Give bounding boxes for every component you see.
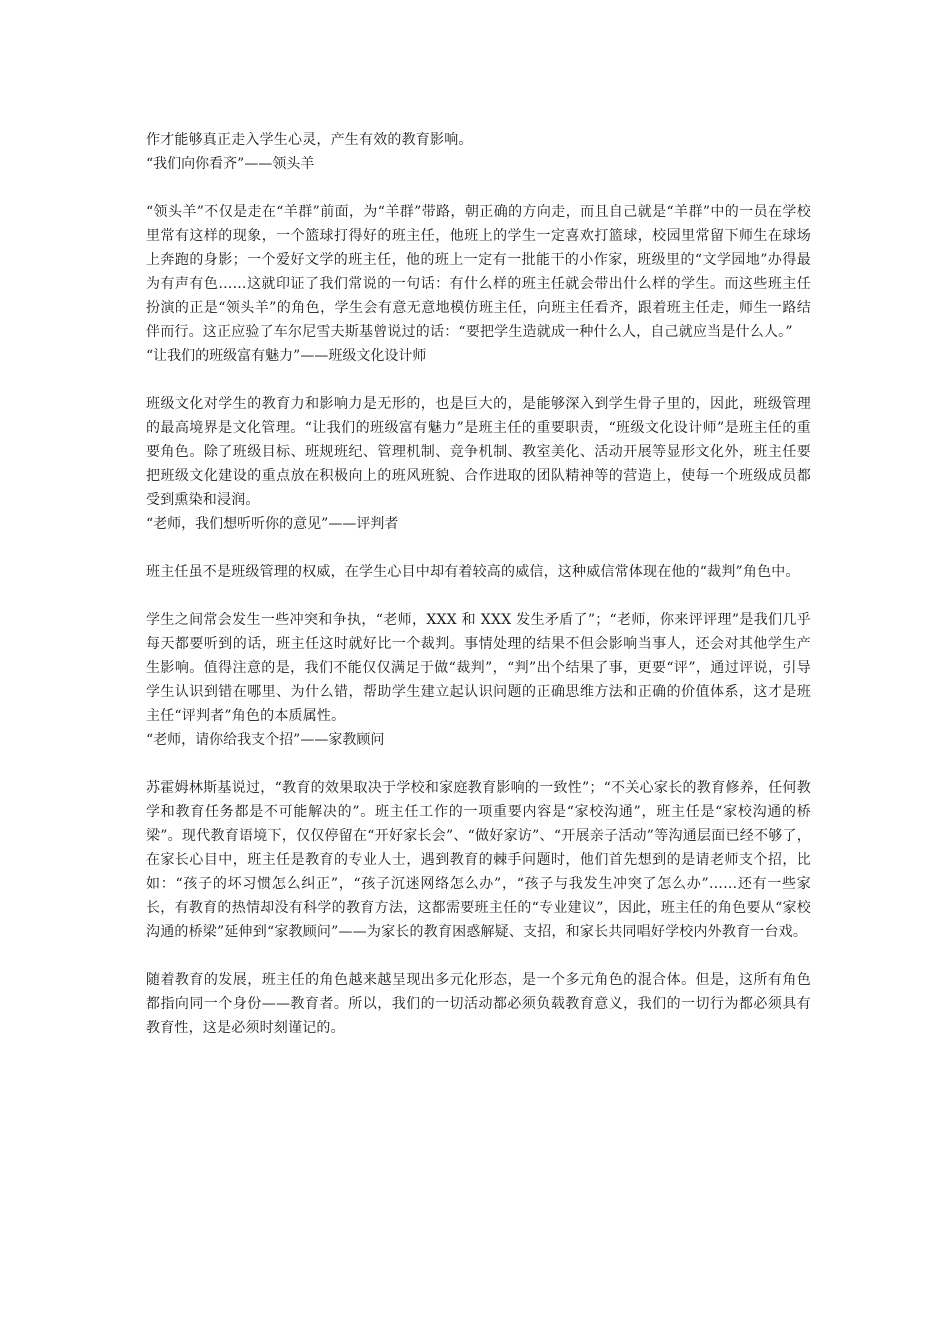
paragraph-conclusion: 随着教育的发展，班主任的角色越来越呈现出多元化形态，是一个多元角色的混合体。但是，这所有角色都指向同一个身份——教育者。所以，我们的一切活动都必须负载教育意义，我们的一切行为都必须具有教育性，这是必须时刻谨记的。 [146,972,811,1036]
paragraph-leader: “领头羊”不仅是走在“羊群”前面，为“羊群”带路，朝正确的方向走，而且自己就是“羊群”中的一员在学校里常有这样的现象，一个篮球打得好的班主任，他班上的学生一定喜欢打篮球，校园里常留下师生在球场上奔跑的身影；一个爱好文学的班主任，他的班上一定有一批能干的小作家，班级里的“文学园地”办得最为有声有色……这就印证了我们常说的一句话：有什么样的班主任就会带出什么样的学生。而这些班主任扮演的正是“领头羊”的角色，学生会有意无意地模仿班主任，向班主任看齐，跟着班主任走，师生一路结伴而行。这正应验了车尔尼雪夫斯基曾说过的话：“要把学生造就成一种什么人，自己就应当是什么人。” [146,204,811,340]
paragraph-family-advisor: 苏霍姆林斯基说过，“教育的效果取决于学校和家庭教育影响的一致性”；“不关心家长的教育修养，任何教学和教育任务都是不可能解决的”。班主任工作的一项重要内容是“家校沟通”，班主任是“家校沟通的桥梁”。现代教育语境下，仅仅停留在“开好家长会”、“做好家访”、“开展亲子活动”等沟通层面已经不够了，在家长心目中，班主任是教育的专业人士，遇到教育的棘手问题时，他们首先想到的是请老师支个招，比如：“孩子的坏习惯怎么纠正”，“孩子沉迷网络怎么办”，“孩子与我发生冲突了怎么办”……还有一些家长，有教育的热情却没有科学的教育方法，这都需要班主任的“专业建议”，因此，班主任的角色要从“家校沟通的桥梁”延伸到“家教顾问”——为家长的教育困惑解疑、支招，和家长共同唱好学校内外教育一台戏。 [146,780,811,940]
paragraph-intro: 作才能够真正走入学生心灵，产生有效的教育影响。 [146,132,473,148]
section-heading-leader: “我们向你看齐”——领头羊 [146,156,315,172]
section-heading-family-advisor: “老师，请你给我支个招”——家教顾问 [146,732,385,748]
paragraph-judge-intro: 班主任虽不是班级管理的权威，在学生心目中却有着较高的威信，这种威信常体现在他的“裁判”角色中。 [146,564,800,580]
section-heading-class-culture: “让我们的班级富有魅力”——班级文化设计师 [146,348,427,364]
paragraph-judge-detail: 学生之间常会发生一些冲突和争执，“老师，XXX 和 XXX 发生矛盾了”；“老师，你来评评理”是我们几乎每天都要听到的话，班主任这时就好比一个裁判。事情处理的结果不但会影响当事人，还会对其他学生产生影响。值得注意的是，我们不能仅仅满足于做“裁判”，“判”出个结果了事，更要“评”，通过评说，引导学生认识到错在哪里、为什么错，帮助学生建立起认识问题的正确思维方法和正确的价值体系，这才是班主任“评判者”角色的本质属性。 [146,612,811,724]
document-page [146,128,811,1040]
paragraph-class-culture: 班级文化对学生的教育力和影响力是无形的，也是巨大的，是能够深入到学生骨子里的，因此，班级管理的最高境界是文化管理。“让我们的班级富有魅力”是班主任的重要职责，“班级文化设计师”是班主任的重要角色。除了班级目标、班规班纪、管理机制、竞争机制、教室美化、活动开展等显形文化外，班主任要把班级文化建设的重点放在积极向上的班风班貌、合作进取的团队精神等的营造上，使每一个班级成员都受到熏染和浸润。 [146,396,811,508]
section-heading-judge: “老师，我们想听听你的意见”——评判者 [146,516,399,532]
